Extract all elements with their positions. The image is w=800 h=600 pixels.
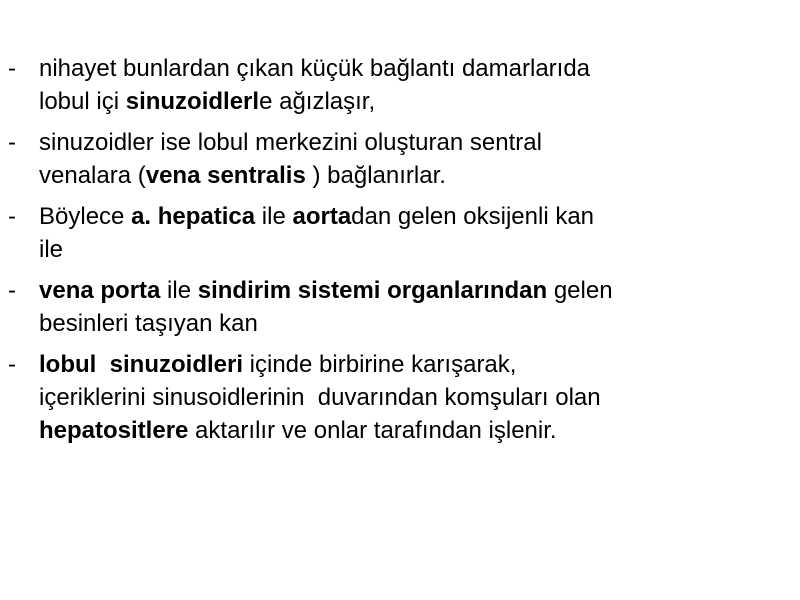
text-run: venalara ( [39, 162, 146, 189]
text-run: nihayet bunlardan çıkan küçük bağlantı damarlarıda [39, 55, 591, 82]
text-run: Böylece [39, 203, 132, 230]
text-run: ) bağlanırlar. [305, 162, 446, 189]
text-run: içinde birbirine karışarak, [243, 351, 517, 378]
text-line [39, 414, 793, 447]
list-item [8, 126, 793, 192]
text-line [39, 307, 793, 340]
text-run: sinuzoidler ise lobul merkezini oluşturan sentral [39, 129, 542, 156]
text-run: ile [255, 203, 293, 230]
list-item [8, 200, 793, 266]
bold-term: lobul sinuzoidleri [39, 351, 243, 378]
text-line [39, 126, 793, 159]
text-run: aktarılır ve onlar tarafından işlenir. [188, 417, 557, 444]
bold-term: hepatositlere [39, 417, 189, 444]
text-run: içeriklerini sinusoidlerinin duvarından komşuları olan [39, 384, 601, 411]
bullet-dash: - [8, 203, 16, 230]
bullet-dash: - [8, 351, 16, 378]
text-run: dan gelen oksijenli kan [351, 203, 595, 230]
bold-term: sindirim sistemi organlarından [197, 277, 548, 304]
list-item [8, 348, 793, 447]
text-run: e ağızlaşır, [259, 88, 376, 115]
bullet-dash: - [8, 277, 16, 304]
bullet-dash: - [8, 129, 16, 156]
text-line [39, 52, 793, 85]
text-line [39, 381, 793, 414]
list-item [8, 274, 793, 340]
text-run: ile [39, 236, 64, 263]
text-line [39, 85, 793, 118]
text-line [39, 159, 793, 192]
text-line [39, 348, 793, 381]
text-run: besinleri taşıyan kan [39, 310, 258, 337]
bold-term: sinuzoidlerl [125, 88, 260, 115]
list-item [8, 52, 793, 118]
bullet-dash: - [8, 55, 16, 82]
text-line [39, 233, 793, 266]
text-line [39, 200, 793, 233]
bold-term: a. hepatica [131, 203, 256, 230]
text-line [39, 274, 793, 307]
bullet-list [8, 52, 793, 455]
bold-term: vena sentralis [145, 162, 306, 189]
text-run: lobul içi [39, 88, 126, 115]
bold-term: vena porta [39, 277, 161, 304]
text-run: ile [160, 277, 198, 304]
bold-term: aorta [292, 203, 352, 230]
text-run: gelen [547, 277, 613, 304]
